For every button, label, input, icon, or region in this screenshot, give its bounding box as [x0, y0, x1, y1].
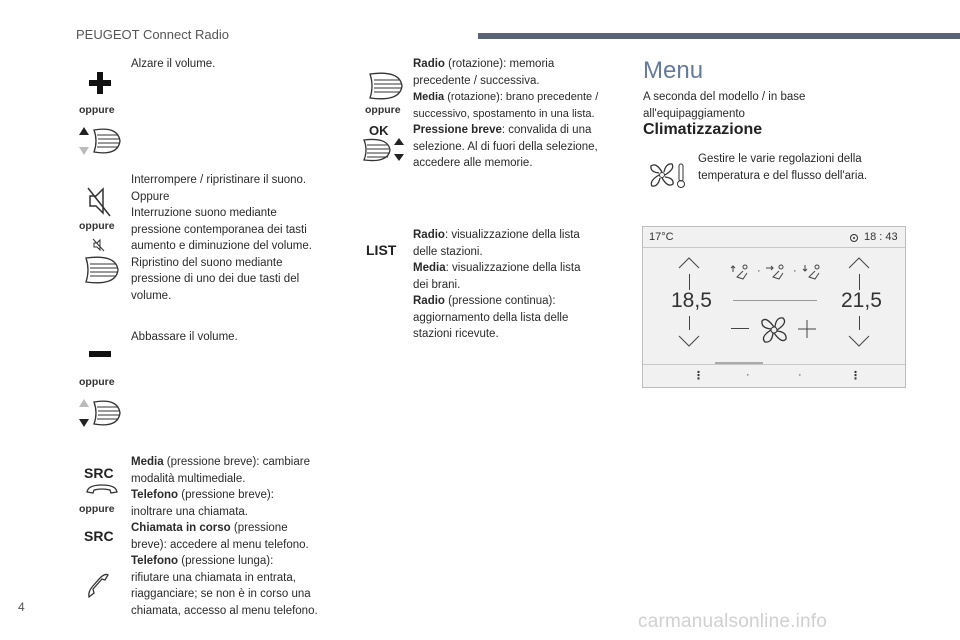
- mute-line: volume.: [131, 289, 172, 302]
- mute-line: pressione contemporanea dei tasti: [131, 223, 307, 236]
- volume-down-wheel-icon: [78, 398, 124, 428]
- media-line2: successivo, spostamento in una lista.: [413, 107, 595, 120]
- press-bold: Pressione breve: [413, 124, 502, 136]
- press-line: selezione. Al di fuori della selezione,: [413, 140, 598, 153]
- telefono2-bold: Telefono: [131, 555, 179, 567]
- mute-line: pressione di uno dei due tasti del: [131, 273, 300, 285]
- chevron-down-icon[interactable]: [847, 335, 871, 347]
- air-feet-icon[interactable]: [801, 263, 827, 283]
- outside-temperature: 17°C: [649, 231, 674, 243]
- separator-dot: ·: [757, 265, 761, 277]
- chevron-down-icon[interactable]: [677, 335, 701, 347]
- radio2-line: stazioni ricevute.: [413, 328, 499, 340]
- src-label: SRC: [84, 528, 114, 544]
- oppure-label: oppure: [79, 376, 115, 388]
- media-bold: Media: [413, 262, 446, 274]
- radio-rest: : visualizzazione della lista: [444, 229, 580, 241]
- left-tick: [689, 316, 690, 330]
- header-bar: [478, 33, 960, 39]
- climate-screen: [642, 226, 906, 388]
- radio-rest: (rotazione): memoria: [444, 58, 555, 70]
- right-tick: [859, 274, 860, 290]
- telefono-rest: (pressione breve):: [178, 489, 274, 501]
- climatizzazione-title: Climatizzazione: [643, 121, 763, 138]
- mute-line: Oppure: [131, 190, 170, 203]
- gps-icon: [849, 233, 859, 243]
- bottom-dot[interactable]: ·: [798, 369, 802, 381]
- mute-text: [131, 172, 312, 304]
- intro-line: A seconda del modello / in base: [643, 91, 806, 103]
- ok-label: OK: [369, 123, 389, 138]
- mute-line: Interrompere / ripristinare il suono.: [131, 174, 307, 186]
- telefono2-line: riagganciare; se non è in corso una: [131, 588, 311, 600]
- volume-wheel-icon: [82, 254, 122, 286]
- left-tick: [689, 274, 690, 290]
- radio-bold: Radio: [413, 58, 445, 70]
- menu-intro: [643, 89, 805, 122]
- call-line2: breve): accedere al menu telefono.: [131, 538, 309, 551]
- media-rest: (rotazione): brano precedente /: [444, 91, 599, 103]
- menu-title: Menu: [643, 57, 704, 84]
- handset-icon: [86, 572, 110, 600]
- mute-icon: [86, 186, 112, 218]
- radio2-rest: (pressione continua):: [444, 295, 556, 307]
- volume-up-text: Alzare il volume.: [131, 58, 216, 70]
- radio2-bold: Radio: [413, 295, 445, 307]
- media-rest: (pressione breve): cambiare: [163, 456, 310, 468]
- menu-dots-icon[interactable]: ⋮: [850, 370, 861, 382]
- radio-rotation-text: [413, 56, 598, 172]
- mute-line: Interruzione suono mediante: [131, 207, 277, 219]
- chevron-up-icon[interactable]: [677, 257, 701, 269]
- right-temperature[interactable]: 21,5: [841, 289, 882, 312]
- oppure-label: oppure: [365, 104, 401, 116]
- ok-knob-icon: [362, 137, 406, 163]
- plus-icon: [88, 71, 112, 95]
- left-temperature[interactable]: 18,5: [671, 289, 712, 312]
- clima-line: temperatura e del flusso dell'aria.: [698, 169, 868, 182]
- right-tick: [859, 316, 860, 330]
- bottom-dot[interactable]: ·: [746, 369, 750, 381]
- chevron-up-icon[interactable]: [847, 257, 871, 269]
- telefono2-rest: (pressione lunga):: [178, 555, 274, 567]
- volume-down-text: Abbassare il volume.: [131, 331, 238, 343]
- climate-fan-thermometer-icon: [648, 160, 686, 190]
- call-bold: Chiamata in corso: [131, 522, 231, 534]
- clima-text: [698, 151, 867, 184]
- minus-icon: [88, 350, 112, 358]
- middle-divider: [733, 300, 817, 301]
- media-bold: Media: [131, 456, 164, 468]
- call-rest: (pressione: [230, 522, 288, 534]
- fan-minus-icon[interactable]: [731, 328, 749, 329]
- page-number: 4: [18, 600, 25, 614]
- intro-line: all'equipaggiamento: [643, 107, 745, 120]
- clock: 18 : 43: [864, 231, 898, 243]
- list-text: [413, 227, 580, 343]
- src-label: SRC: [84, 465, 114, 481]
- telefono2-line: rifiutare una chiamata in entrata,: [131, 571, 296, 584]
- clima-line: Gestire le varie regolazioni della: [698, 153, 862, 165]
- fan-icon: [759, 315, 789, 345]
- press-line: accedere alle memorie.: [413, 157, 533, 169]
- radio-line2: delle stazioni.: [413, 245, 483, 258]
- phone-icon: [84, 482, 120, 496]
- telefono-bold: Telefono: [131, 489, 179, 501]
- air-face-icon[interactable]: [729, 263, 755, 283]
- radio2-line: aggiornamento della lista delle: [413, 311, 569, 324]
- media-line2: modalità multimediale.: [131, 472, 246, 485]
- list-label: LIST: [366, 242, 397, 258]
- bottom-divider: [643, 364, 905, 365]
- radio-line2: precedente / successiva.: [413, 74, 540, 87]
- air-face-feet-icon[interactable]: [765, 263, 791, 283]
- header-title: PEUGEOT Connect Radio: [76, 27, 229, 42]
- src-text: [131, 454, 318, 619]
- fan-plus-icon[interactable]: [797, 319, 817, 339]
- telefono-line2: inoltrare una chiamata.: [131, 505, 248, 518]
- press-rest: : convalida di una: [501, 124, 592, 136]
- mute-line: aumento e diminuzione del volume.: [131, 240, 312, 252]
- top-divider: [643, 247, 905, 248]
- rotary-knob-icon: [366, 70, 406, 102]
- oppure-label: oppure: [79, 503, 115, 515]
- oppure-label: oppure: [79, 104, 115, 116]
- menu-dots-icon[interactable]: ⋮: [693, 370, 704, 382]
- separator-dot: ·: [793, 265, 797, 277]
- radio-bold: Radio: [413, 229, 445, 241]
- volume-up-wheel-icon: [78, 126, 124, 156]
- mute-small-icon: [92, 238, 106, 252]
- media-line2: dei brani.: [413, 278, 461, 291]
- media-bold: Media: [413, 91, 445, 103]
- media-rest: : visualizzazione della lista: [445, 262, 581, 274]
- telefono2-line: chiamata, accesso al menu telefono.: [131, 604, 318, 617]
- watermark: carmanualsonline.info: [638, 611, 828, 632]
- mute-line: Ripristino del suono mediante: [131, 256, 283, 269]
- oppure-label: oppure: [79, 220, 115, 232]
